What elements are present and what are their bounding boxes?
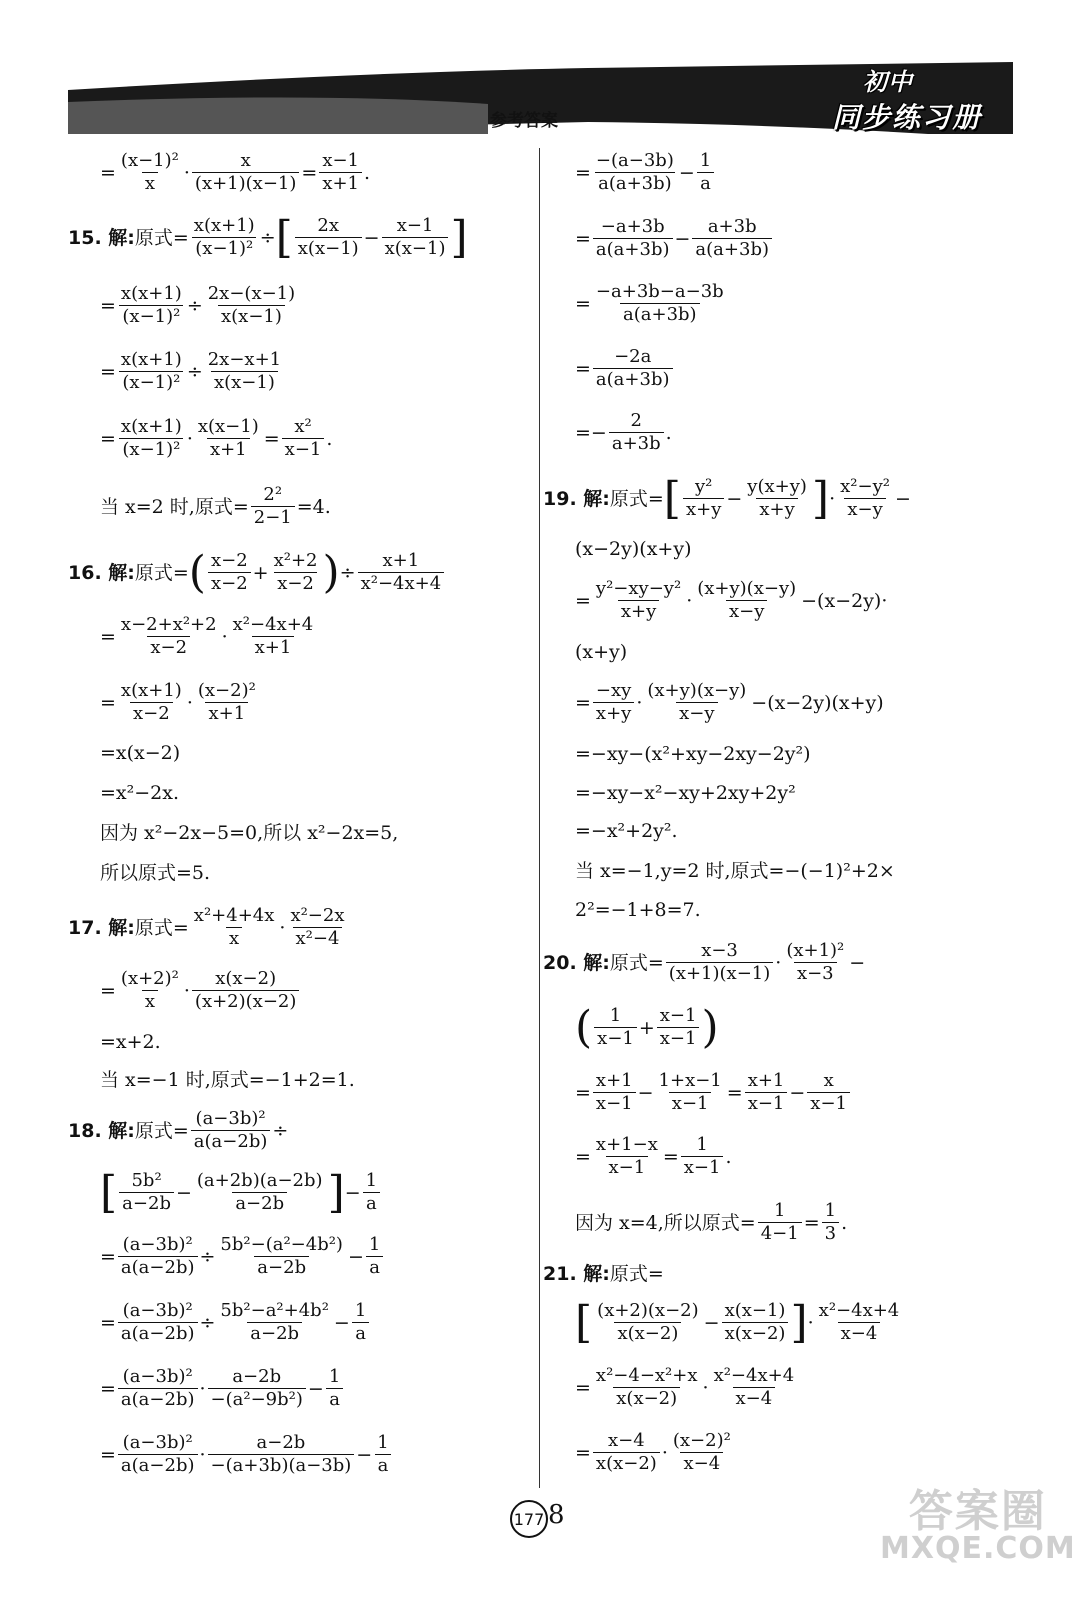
math-line: 2²=−1+8=7. (575, 899, 701, 921)
problem-16: 16. 解: 原式= ( $\frac{x-2}{x-2}$ + $\frac{\text{x²+2}}{x-2}$ ) ÷ $\frac{x+1}{\text{x²−4x+4}}$ (68, 550, 446, 595)
math-line: =− $\frac{2}{a+3b}$ . (575, 410, 672, 454)
math-line: = $\frac{\text{x−2+x²+2}}{x-2}$ · $\frac{\text{x²−4x+4}}{x+1}$ (100, 614, 314, 658)
math-line: =x(x−2) (100, 742, 181, 764)
problem-19: 19. 解: 原式= [ $\frac{\text{y²}}{x+y}$ − $\frac{y(x+y)}{x+y}$ ] · $\frac{\text{x²−y²}}{x-y}$ − (543, 472, 911, 524)
problem-label: 18. 解: (68, 1119, 135, 1142)
math-line: = $\frac{\text{(x−1)²}}{x}$ · $\frac{x}{(x+1)(x-1)}$ = $\frac{x-1}{x+1}$ . (100, 150, 371, 194)
math-line: (x+y) (575, 641, 628, 663)
brand-logo-bottom: 同步练习册 (832, 101, 983, 134)
math-line: = $\frac{\text{x²−4−x²+x}}{x(x-2)}$ · $\frac{\text{x²−4x+4}}{x-4}$ (575, 1365, 795, 1409)
math-line: =x+2. (100, 1031, 161, 1053)
math-line: = $\frac{x+1}{x-1}$ − $\frac{1+x-1}{x-1}$ = $\frac{x+1}{x-1}$ − $\frac{x}{x-1}$ (575, 1070, 852, 1115)
math-line: =−xy−(x²+xy−2xy−2y²) (575, 743, 811, 765)
math-line: = $\frac{\text{(a−3b)²}}{a(a-2b)}$ ÷ $\frac{\text{5b²−(a²−4b²)}}{a-2b}$ − $\frac{1}{a}$ (100, 1234, 385, 1279)
math-line: = $\frac{x(x+1)}{\text{(x−1)²}}$ ÷ $\frac{2x-(x-1)}{x(x-1)}$ (100, 283, 296, 327)
math-line: 所以原式=5. (100, 862, 211, 884)
math-line: =x²−2x. (100, 782, 180, 804)
math-line: 当 x=−1,y=2 时,原式=−(−1)²+2× (575, 860, 895, 882)
column-divider (539, 148, 540, 1488)
math-line: = $\frac{x(x+1)}{\text{(x−1)²}}$ · $\frac{x(x-1)}{x+1}$ = $\frac{\text{x²}}{x-1}$ . (100, 416, 333, 460)
watermark (880, 1486, 1076, 1566)
math-line: = $\frac{x+1-x}{x-1}$ = $\frac{1}{x-1}$ . (575, 1134, 732, 1178)
math-line: = $\frac{\text{(a−3b)²}}{a(a-2b)}$ ÷ $\frac{\text{5b²−a²+4b²}}{a-2b}$ − $\frac{1}{a}$ (100, 1300, 371, 1345)
problem-15: 15. 解: 原式= $\frac{x(x+1)}{\text{(x−1)²}}$ ÷ [ $\frac{2x}{x(x-1)}$ − $\frac{x-1}{x(x-1)}$ ] (68, 211, 468, 263)
problem-label: 17. 解: (68, 916, 135, 939)
problem-label: 20. 解: (543, 951, 610, 974)
math-line: = $\frac{\text{(a−3b)²}}{a(a-2b)}$ · $\frac{a-2b}{-(a+3b)(a-3b)}$ − $\frac{1}{a}$ (100, 1432, 394, 1477)
problem-21 (543, 1262, 664, 1286)
problem-20: 20. 解: 原式= $\frac{x-3}{(x+1)(x-1)}$ · $\frac{\text{(x+1)²}}{x-3}$ − (543, 940, 866, 984)
math-line: 当 x=−1 时,原式=−1+2=1. (100, 1069, 355, 1091)
watermark-line1: 答案圈 (908, 1486, 1047, 1537)
header-title: 参考答案 (490, 111, 558, 131)
math-line: =−xy−x²−xy+2xy+2y² (575, 782, 796, 804)
math-line: =−x²+2y². (575, 820, 678, 842)
math-line: = $\frac{-(a-3b)}{a(a+3b)}$ − $\frac{1}{a}$ (575, 150, 716, 195)
math-text: 原式= (609, 1263, 664, 1285)
page-number: 177 (510, 1500, 548, 1538)
math-line: = $\frac{-2a}{a(a+3b)}$ (575, 346, 675, 391)
math-line: = $\frac{\text{y²−xy−y²}}{x+y}$ · $\frac{(x+y)(x-y)}{x-y}$ −(x−2y)· (575, 578, 888, 622)
problem-label: 19. 解: (543, 487, 610, 510)
problem-label: 15. 解: (68, 226, 135, 249)
math-line: 当 x=2 时,原式= $\frac{\text{2²}}{2-1}$ =4. (100, 484, 331, 528)
page-ornament-icon: 8 (548, 1500, 565, 1530)
problem-18: 18. 解: 原式= $\frac{\text{(a−3b)²}}{a(a-2b)}$ ÷ (68, 1108, 289, 1152)
problem-17: 17. 解: 原式= $\frac{\text{x²+4+4x}}{x}$ · $\frac{\text{x²−2x}}{\text{x²−4}}$ (68, 905, 345, 949)
watermark-line2: MXQE.COM (880, 1531, 1076, 1566)
math-line: [ $\frac{\text{5b²}}{a-2b}$ − $\frac{(a+2b)(a-2b)}{a-2b}$ ] − $\frac{1}{a}$ (100, 1170, 382, 1215)
math-line: ( $\frac{1}{x-1}$ + $\frac{x-1}{x-1}$ ) (575, 1001, 719, 1053)
math-line: = $\frac{x(x+1)}{\text{(x−1)²}}$ ÷ $\frac{2x-x+1}{x(x-1)}$ (100, 349, 282, 393)
math-line: = $\frac{\text{(x+2)²}}{x}$ · $\frac{x(x-2)}{(x+2)(x-2)}$ (100, 968, 301, 1013)
problem-label: 16. 解: (68, 561, 135, 584)
math-line: = $\frac{-a+3b}{a(a+3b)}$ − $\frac{a+3b}{a(a+3b)}$ (575, 216, 774, 261)
math-line: = $\frac{\text{(a−3b)²}}{a(a-2b)}$ · $\frac{a-2b}{\text{−(a²−9b²)}}$ − $\frac{1}{a}$ (100, 1366, 345, 1411)
math-line: (x−2y)(x+y) (575, 538, 692, 560)
math-line: = $\frac{x-4}{x(x-2)}$ · $\frac{\text{(x−2)²}}{x-4}$ (575, 1430, 731, 1474)
math-line: 因为 x²−2x−5=0,所以 x²−2x=5, (100, 822, 399, 844)
math-line: 因为 x=4,所以原式= $\frac{1}{4-1}$ = $\frac{1}{3}$ . (575, 1200, 848, 1244)
math-line: = $\frac{-xy}{x+y}$ · $\frac{(x+y)(x-y)}{x-y}$ −(x−2y)(x+y) (575, 680, 884, 724)
math-line: [ $\frac{(x+2)(x-2)}{x(x-2)}$ − $\frac{x(x-1)}{x(x-2)}$ ] · $\frac{\text{x²−4x+4}}{x-4}$ (575, 1296, 900, 1348)
math-line: = $\frac{-a+3b-a-3b}{a(a+3b)}$ (575, 281, 724, 325)
problem-label: 21. 解: (543, 1263, 610, 1285)
math-line: = $\frac{x(x+1)}{x-2}$ · $\frac{\text{(x−2)²}}{x+1}$ (100, 680, 256, 724)
brand-logo-top: 初中 (863, 68, 913, 96)
